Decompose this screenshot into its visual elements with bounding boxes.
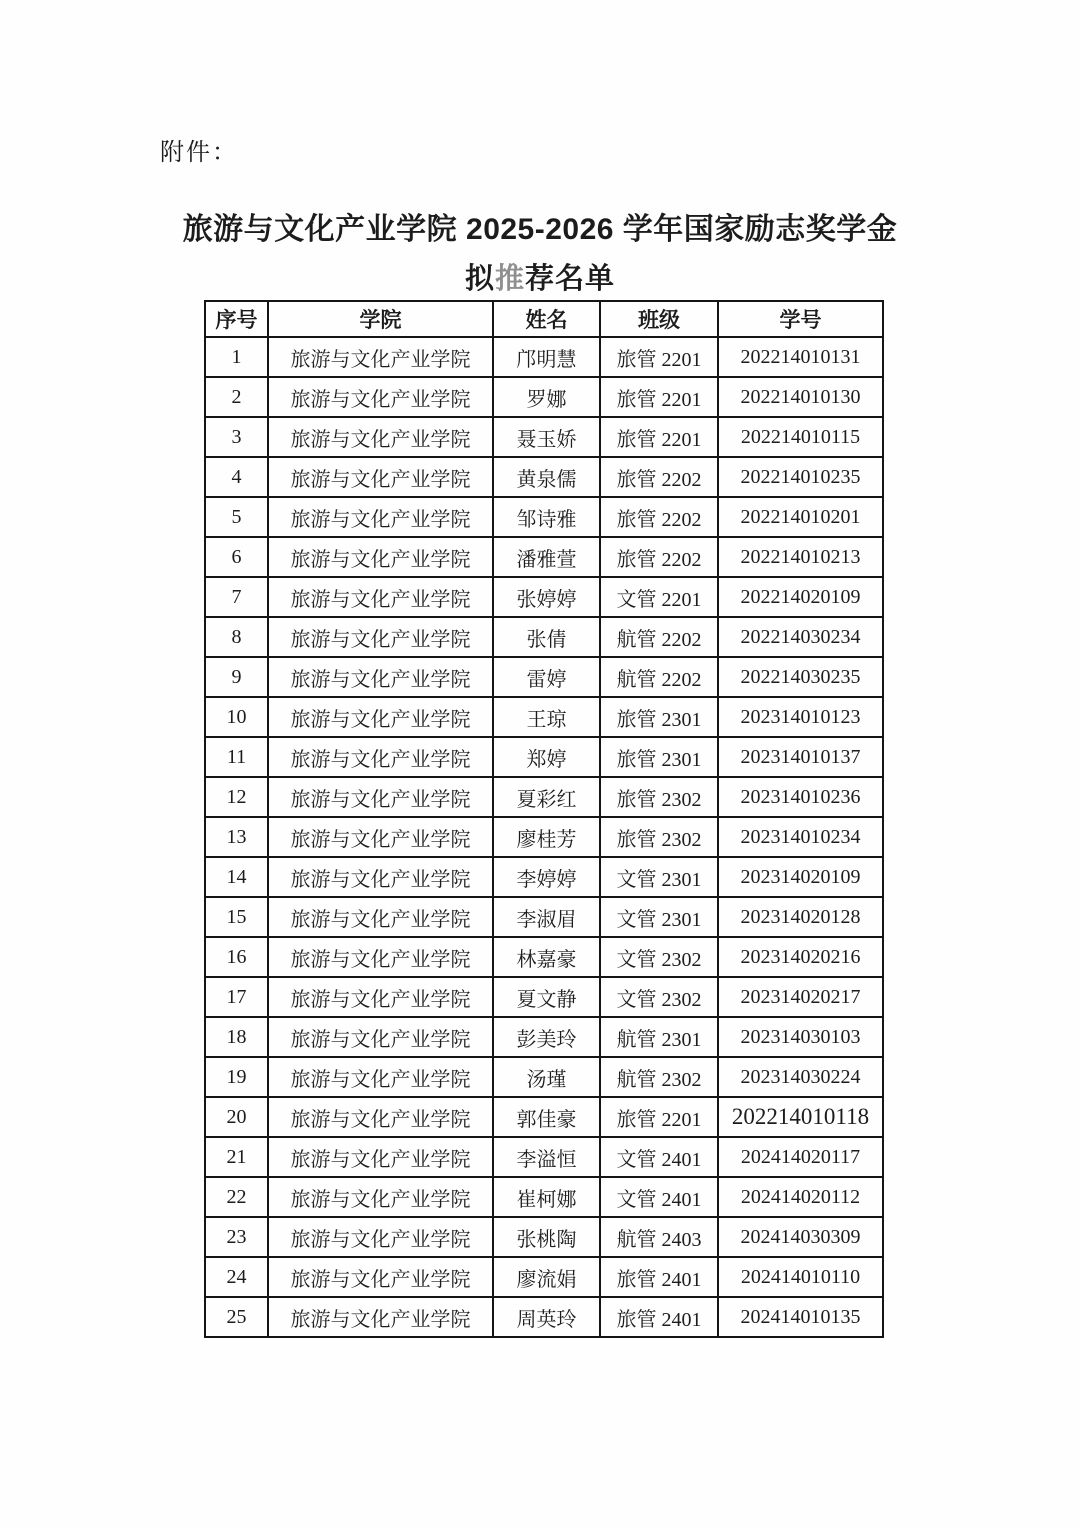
cell-class: 旅管 2201 [600, 1097, 718, 1137]
cell-student-id: 202214030234 [718, 617, 883, 657]
cell-class: 文管 2301 [600, 897, 718, 937]
column-header-student-id: 学号 [718, 301, 883, 337]
cell-college: 旅游与文化产业学院 [268, 657, 493, 697]
cell-index: 22 [205, 1177, 268, 1217]
cell-index: 21 [205, 1137, 268, 1177]
column-header-college: 学院 [268, 301, 493, 337]
cell-class: 文管 2401 [600, 1137, 718, 1177]
cell-class: 旅管 2401 [600, 1257, 718, 1297]
cell-name: 雷婷 [493, 657, 600, 697]
cell-student-id: 202414010110 [718, 1257, 883, 1297]
table-row [205, 617, 883, 657]
cell-index: 19 [205, 1057, 268, 1097]
cell-name: 罗娜 [493, 377, 600, 417]
cell-class: 旅管 2201 [600, 337, 718, 377]
cell-name: 郭佳豪 [493, 1097, 600, 1137]
cell-index: 23 [205, 1217, 268, 1257]
cell-student-id: 202214020109 [718, 577, 883, 617]
cell-student-id: 202314010236 [718, 777, 883, 817]
table-row [205, 1017, 883, 1057]
cell-class: 旅管 2201 [600, 417, 718, 457]
cell-name: 李淑眉 [493, 897, 600, 937]
cell-class: 航管 2202 [600, 617, 718, 657]
cell-index: 8 [205, 617, 268, 657]
cell-name: 周英玲 [493, 1297, 600, 1337]
cell-name: 王琼 [493, 697, 600, 737]
cell-name: 聂玉娇 [493, 417, 600, 457]
cell-college: 旅游与文化产业学院 [268, 537, 493, 577]
table-row [205, 337, 883, 377]
cell-name: 廖流娟 [493, 1257, 600, 1297]
document-title-line1: 旅游与文化产业学院 2025-2026 学年国家励志奖学金 [182, 213, 898, 246]
cell-class: 旅管 2202 [600, 537, 718, 577]
cell-student-id: 202314030224 [718, 1057, 883, 1097]
table-row [205, 497, 883, 537]
cell-college: 旅游与文化产业学院 [268, 1217, 493, 1257]
cell-student-id: 202314020109 [718, 857, 883, 897]
cell-college: 旅游与文化产业学院 [268, 937, 493, 977]
cell-index: 12 [205, 777, 268, 817]
cell-college: 旅游与文化产业学院 [268, 617, 493, 657]
cell-index: 10 [205, 697, 268, 737]
recommendation-table [204, 300, 884, 1338]
table-row [205, 657, 883, 697]
cell-index: 6 [205, 537, 268, 577]
column-header-index: 序号 [205, 301, 268, 337]
table-row [205, 537, 883, 577]
cell-college: 旅游与文化产业学院 [268, 857, 493, 897]
table-row [205, 417, 883, 457]
cell-class: 航管 2301 [600, 1017, 718, 1057]
cell-college: 旅游与文化产业学院 [268, 577, 493, 617]
cell-student-id: 202214010213 [718, 537, 883, 577]
cell-name: 张桃陶 [493, 1217, 600, 1257]
cell-name: 汤瑾 [493, 1057, 600, 1097]
table-row [205, 1177, 883, 1217]
cell-college: 旅游与文化产业学院 [268, 1297, 493, 1337]
table-row [205, 977, 883, 1017]
table-row [205, 1257, 883, 1297]
cell-student-id: 202214010118 [718, 1097, 883, 1137]
cell-index: 24 [205, 1257, 268, 1297]
cell-college: 旅游与文化产业学院 [268, 1177, 493, 1217]
table-row [205, 697, 883, 737]
cell-index: 16 [205, 937, 268, 977]
cell-class: 文管 2301 [600, 857, 718, 897]
table-row [205, 857, 883, 897]
cell-student-id: 202314020128 [718, 897, 883, 937]
cell-name: 崔柯娜 [493, 1177, 600, 1217]
cell-name: 廖桂芳 [493, 817, 600, 857]
cell-student-id: 202314010234 [718, 817, 883, 857]
table-row [205, 737, 883, 777]
cell-class: 旅管 2301 [600, 737, 718, 777]
cell-name: 林嘉豪 [493, 937, 600, 977]
cell-college: 旅游与文化产业学院 [268, 1257, 493, 1297]
cell-student-id: 202314010137 [718, 737, 883, 777]
cell-class: 航管 2302 [600, 1057, 718, 1097]
cell-college: 旅游与文化产业学院 [268, 777, 493, 817]
cell-class: 旅管 2302 [600, 777, 718, 817]
table-header-row [205, 301, 883, 337]
cell-student-id: 202314030103 [718, 1017, 883, 1057]
cell-student-id: 202314020216 [718, 937, 883, 977]
table-row [205, 1057, 883, 1097]
cell-index: 18 [205, 1017, 268, 1057]
cell-index: 14 [205, 857, 268, 897]
cell-college: 旅游与文化产业学院 [268, 897, 493, 937]
cell-name: 黄泉儒 [493, 457, 600, 497]
cell-college: 旅游与文化产业学院 [268, 737, 493, 777]
table-row [205, 577, 883, 617]
cell-name: 夏文静 [493, 977, 600, 1017]
cell-name: 邹诗雅 [493, 497, 600, 537]
cell-index: 3 [205, 417, 268, 457]
column-header-class: 班级 [600, 301, 718, 337]
cell-student-id: 202214010115 [718, 417, 883, 457]
cell-index: 25 [205, 1297, 268, 1337]
cell-name: 夏彩红 [493, 777, 600, 817]
cell-college: 旅游与文化产业学院 [268, 457, 493, 497]
cell-college: 旅游与文化产业学院 [268, 977, 493, 1017]
cell-student-id: 202314020217 [718, 977, 883, 1017]
cell-name: 邝明慧 [493, 337, 600, 377]
cell-class: 旅管 2201 [600, 377, 718, 417]
cell-college: 旅游与文化产业学院 [268, 497, 493, 537]
cell-class: 旅管 2301 [600, 697, 718, 737]
cell-class: 旅管 2401 [600, 1297, 718, 1337]
cell-index: 11 [205, 737, 268, 777]
cell-index: 4 [205, 457, 268, 497]
document-title-line2 [0, 256, 1080, 297]
cell-college: 旅游与文化产业学院 [268, 377, 493, 417]
title-grayed-char: 推 [494, 263, 525, 295]
cell-class: 文管 2302 [600, 937, 718, 977]
table-body [205, 337, 883, 1337]
cell-student-id: 202414030309 [718, 1217, 883, 1257]
table-row [205, 1097, 883, 1137]
cell-index: 5 [205, 497, 268, 537]
cell-name: 张婷婷 [493, 577, 600, 617]
cell-index: 2 [205, 377, 268, 417]
cell-name: 李溢恒 [493, 1137, 600, 1177]
cell-class: 航管 2403 [600, 1217, 718, 1257]
cell-student-id: 202414010135 [718, 1297, 883, 1337]
cell-name: 郑婷 [493, 737, 600, 777]
cell-index: 1 [205, 337, 268, 377]
cell-class: 文管 2302 [600, 977, 718, 1017]
cell-college: 旅游与文化产业学院 [268, 417, 493, 457]
cell-student-id: 202214010130 [718, 377, 883, 417]
cell-student-id: 202214010131 [718, 337, 883, 377]
table-row [205, 777, 883, 817]
table-row [205, 1137, 883, 1177]
title-suffix: 荐名单 [525, 263, 616, 295]
cell-college: 旅游与文化产业学院 [268, 1097, 493, 1137]
cell-class: 旅管 2202 [600, 457, 718, 497]
cell-index: 15 [205, 897, 268, 937]
cell-student-id: 202214010235 [718, 457, 883, 497]
cell-college: 旅游与文化产业学院 [268, 337, 493, 377]
cell-name: 潘雅萱 [493, 537, 600, 577]
cell-student-id: 202414020112 [718, 1177, 883, 1217]
cell-college: 旅游与文化产业学院 [268, 1017, 493, 1057]
cell-class: 旅管 2302 [600, 817, 718, 857]
attachment-label: 附件： [160, 140, 238, 166]
cell-class: 航管 2202 [600, 657, 718, 697]
cell-index: 9 [205, 657, 268, 697]
cell-index: 20 [205, 1097, 268, 1137]
table-row [205, 817, 883, 857]
table-row [205, 937, 883, 977]
table-row [205, 1217, 883, 1257]
cell-name: 张倩 [493, 617, 600, 657]
cell-student-id: 202314010123 [718, 697, 883, 737]
title-prefix: 拟 [464, 263, 495, 295]
cell-class: 文管 2401 [600, 1177, 718, 1217]
cell-college: 旅游与文化产业学院 [268, 697, 493, 737]
cell-student-id: 202214030235 [718, 657, 883, 697]
column-header-name: 姓名 [493, 301, 600, 337]
cell-college: 旅游与文化产业学院 [268, 817, 493, 857]
table-row [205, 457, 883, 497]
table-row [205, 377, 883, 417]
cell-class: 旅管 2202 [600, 497, 718, 537]
cell-name: 李婷婷 [493, 857, 600, 897]
cell-index: 17 [205, 977, 268, 1017]
cell-student-id: 202414020117 [718, 1137, 883, 1177]
table-row [205, 1297, 883, 1337]
cell-index: 7 [205, 577, 268, 617]
cell-name: 彭美玲 [493, 1017, 600, 1057]
cell-index: 13 [205, 817, 268, 857]
cell-class: 文管 2201 [600, 577, 718, 617]
cell-college: 旅游与文化产业学院 [268, 1137, 493, 1177]
cell-college: 旅游与文化产业学院 [268, 1057, 493, 1097]
cell-student-id: 202214010201 [718, 497, 883, 537]
table-row [205, 897, 883, 937]
